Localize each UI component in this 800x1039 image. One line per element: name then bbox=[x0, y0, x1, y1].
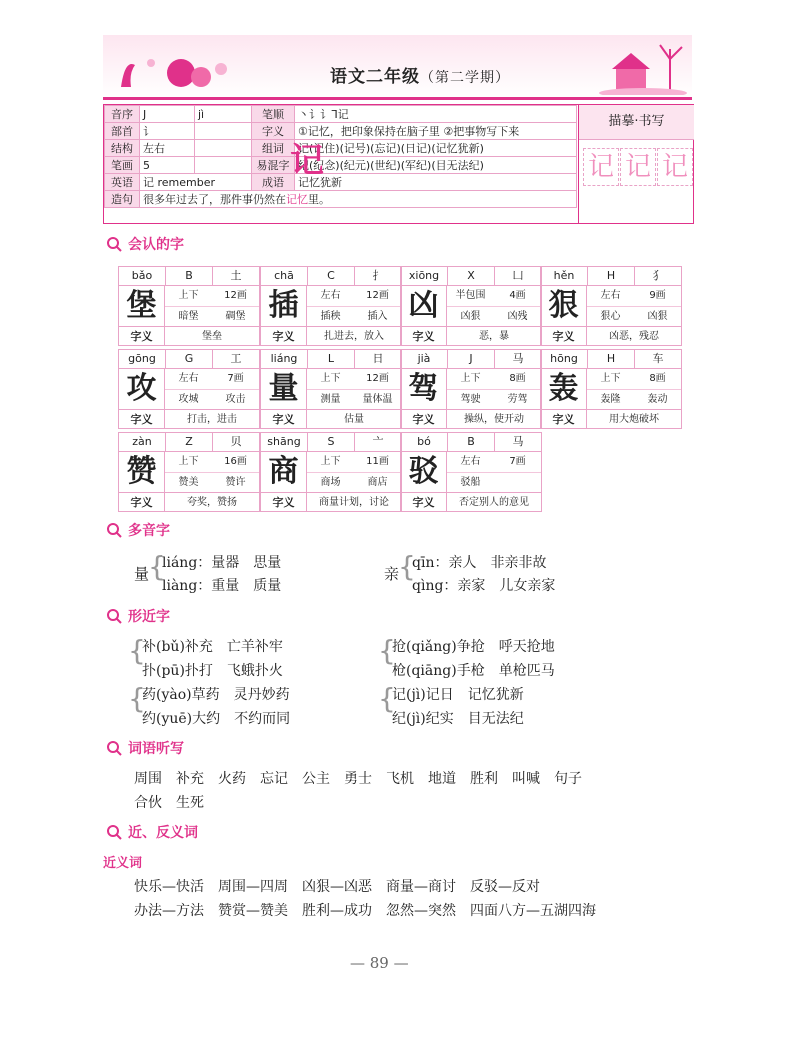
card-word2: 商店 bbox=[367, 477, 388, 488]
sentence: 很多年过去了，那件事仍然在记忆里。 bbox=[140, 191, 577, 208]
card-strokes: 7画 bbox=[227, 373, 244, 384]
card-strokes: 8画 bbox=[649, 373, 666, 384]
card-pinyin: shāng bbox=[261, 433, 308, 451]
decorative-house-icon bbox=[598, 39, 688, 95]
magnifier-icon bbox=[106, 608, 122, 624]
card-letter: S bbox=[308, 433, 355, 451]
similar-line: 记(jì)记日 记忆犹新 bbox=[392, 687, 524, 703]
similar-line: 扑(pū)扑打 飞蛾扑火 bbox=[142, 663, 283, 679]
character-table bbox=[104, 105, 577, 208]
card-strokes: 12画 bbox=[224, 290, 247, 301]
trace-char: 记 bbox=[583, 148, 619, 186]
label-pinyin: 音序 bbox=[105, 106, 140, 123]
card-strokes: 9画 bbox=[649, 290, 666, 301]
card-letter: H bbox=[588, 267, 635, 285]
label-english: 英语 bbox=[105, 174, 140, 191]
card-word2 bbox=[494, 473, 541, 493]
card-char: 驾 bbox=[401, 369, 447, 409]
card-structure: 半包围 bbox=[455, 290, 486, 301]
label-confuse: 易混字 bbox=[252, 157, 295, 174]
card-meaning: 操纵，使开动 bbox=[464, 414, 524, 425]
label-words: 组词 bbox=[252, 140, 295, 157]
card-meaning-label: 字义 bbox=[261, 410, 307, 429]
card-structure: 左右 bbox=[320, 290, 341, 301]
card-structure: 上下 bbox=[600, 373, 621, 384]
card-meaning-label: 字义 bbox=[401, 327, 447, 346]
card-radical: 马 bbox=[512, 435, 524, 448]
big-character: 记 bbox=[290, 141, 324, 181]
card-radical: 扌 bbox=[372, 269, 384, 282]
card-word1: 商场 bbox=[320, 477, 341, 488]
card-letter: C bbox=[308, 267, 355, 285]
card-word2: 攻击 bbox=[225, 394, 246, 405]
page-title: 语文二年级（第二学期） bbox=[330, 67, 510, 87]
card-meaning: 否定别人的意见 bbox=[459, 497, 529, 508]
card-structure: 上下 bbox=[320, 373, 341, 384]
card-char: 狠 bbox=[541, 286, 587, 326]
card-letter: H bbox=[588, 350, 635, 368]
card-meaning-label: 字义 bbox=[119, 410, 165, 429]
card-strokes: 4画 bbox=[509, 290, 526, 301]
polyphone-line: qīn：亲人 非亲非故 bbox=[412, 555, 547, 571]
card-radical: 贝 bbox=[230, 435, 242, 448]
synonym-heading: 近义词 bbox=[103, 856, 143, 871]
card-letter: J bbox=[448, 350, 495, 368]
card-word2: 赞许 bbox=[225, 477, 246, 488]
card-meaning-label: 字义 bbox=[119, 327, 165, 346]
magnifier-icon bbox=[106, 522, 122, 538]
label-strokes: 笔画 bbox=[105, 157, 140, 174]
section-synonym-antonym: 近、反义词 bbox=[106, 822, 198, 842]
card-letter: Z bbox=[166, 433, 213, 451]
similar-line: 枪(qiāng)手枪 单枪匹马 bbox=[392, 663, 555, 679]
card-meaning-label: 字义 bbox=[541, 410, 587, 429]
card-meaning: 估量 bbox=[344, 414, 364, 425]
card-strokes: 7画 bbox=[509, 456, 526, 467]
card-pinyin: jià bbox=[401, 350, 448, 368]
brace-icon: { bbox=[148, 550, 166, 583]
pinyin: jì bbox=[195, 106, 252, 123]
char-cell bbox=[195, 157, 252, 174]
card-letter: L bbox=[308, 350, 355, 368]
label-idiom: 成语 bbox=[252, 174, 295, 191]
english: 记 remember bbox=[140, 174, 252, 191]
card-word1: 暗堡 bbox=[178, 311, 199, 322]
card-letter: B bbox=[166, 267, 213, 285]
similar-line: 纪(jì)纪实 目无法纪 bbox=[392, 711, 524, 727]
stroke-order: 丶讠讠ᒣ记 bbox=[295, 106, 577, 123]
card-word1: 插秧 bbox=[320, 311, 341, 322]
card-char: 攻 bbox=[119, 369, 165, 409]
words: 记(记住)(记号)(忘记)(日记)(记忆犹新) bbox=[295, 140, 577, 157]
card-meaning: 商量计划，讨论 bbox=[319, 497, 389, 508]
card-word2: 凶狠 bbox=[647, 311, 668, 322]
polyphone-line: qìng：亲家 儿女亲家 bbox=[412, 578, 556, 594]
word-card-攻 bbox=[118, 349, 260, 429]
idiom: 记忆犹新 bbox=[295, 174, 577, 191]
magnifier-icon bbox=[106, 740, 122, 756]
section-similar: 形近字 bbox=[106, 606, 170, 626]
card-word1: 轰隆 bbox=[600, 394, 621, 405]
card-structure: 左右 bbox=[460, 456, 481, 467]
meaning: ①记忆，把印象保持在脑子里 ②把事物写下来 bbox=[295, 123, 577, 140]
section-recognize: 会认的字 bbox=[106, 234, 184, 254]
card-radical: 犭 bbox=[652, 269, 664, 282]
card-word1: 测量 bbox=[320, 394, 341, 405]
card-char: 商 bbox=[261, 452, 307, 492]
section-dictation: 词语听写 bbox=[106, 738, 184, 758]
card-word2: 量体温 bbox=[362, 394, 393, 405]
card-letter: B bbox=[448, 433, 495, 451]
trace-writing-box bbox=[578, 105, 694, 223]
card-radical: 日 bbox=[372, 352, 384, 365]
card-char: 驳 bbox=[401, 452, 447, 492]
word-card-插 bbox=[260, 266, 402, 346]
card-radical: 土 bbox=[230, 269, 242, 282]
card-meaning-label: 字义 bbox=[261, 327, 307, 346]
polyphone-char: 亲 bbox=[384, 565, 400, 583]
card-meaning: 打击，进击 bbox=[187, 414, 237, 425]
brace-icon: { bbox=[378, 682, 396, 715]
card-char: 插 bbox=[261, 286, 307, 326]
card-radical: 凵 bbox=[512, 269, 524, 282]
word-card-商 bbox=[260, 432, 402, 512]
label-stroke-order: 笔顺 bbox=[252, 106, 295, 123]
card-word2: 碉堡 bbox=[225, 311, 246, 322]
card-meaning: 扎进去，放入 bbox=[324, 331, 384, 342]
card-strokes: 12画 bbox=[366, 373, 389, 384]
card-meaning-label: 字义 bbox=[119, 493, 165, 512]
card-meaning-label: 字义 bbox=[401, 410, 447, 429]
card-meaning: 用大炮破坏 bbox=[609, 414, 659, 425]
label-radical: 部首 bbox=[105, 123, 140, 140]
radical: 讠 bbox=[140, 123, 195, 140]
character-card bbox=[103, 104, 694, 224]
card-char: 赞 bbox=[119, 452, 165, 492]
card-char: 堡 bbox=[119, 286, 165, 326]
card-pinyin: chā bbox=[261, 267, 308, 285]
brace-icon: { bbox=[398, 550, 416, 583]
card-structure: 上下 bbox=[178, 456, 199, 467]
card-structure: 左右 bbox=[600, 290, 621, 301]
stroke-count: 5 bbox=[140, 157, 195, 174]
card-pinyin: gōng bbox=[119, 350, 166, 368]
card-structure: 左右 bbox=[178, 373, 199, 384]
card-pinyin: hěn bbox=[541, 267, 588, 285]
trace-char: 记 bbox=[657, 148, 693, 186]
card-word2: 轰动 bbox=[647, 394, 668, 405]
similar-line: 约(yuē)大约 不约而同 bbox=[142, 711, 291, 727]
magnifier-icon bbox=[106, 236, 122, 252]
word-card-量 bbox=[260, 349, 402, 429]
card-radical: 工 bbox=[230, 352, 242, 365]
card-radical: 马 bbox=[512, 352, 524, 365]
dictation-line: 周围 补充 火药 忘记 公主 勇士 飞机 地道 胜利 叫喊 句子 bbox=[134, 771, 582, 787]
card-meaning: 凶恶，残忍 bbox=[609, 331, 659, 342]
card-char: 凶 bbox=[401, 286, 447, 326]
card-word1: 攻城 bbox=[178, 394, 199, 405]
polyphone-line: liáng：量器 思量 bbox=[162, 555, 282, 571]
card-meaning: 堡垒 bbox=[202, 331, 222, 342]
card-radical: 车 bbox=[652, 352, 664, 365]
label-sentence: 造句 bbox=[105, 191, 140, 208]
label-structure: 结构 bbox=[105, 140, 140, 157]
card-pinyin: hōng bbox=[541, 350, 588, 368]
word-card-轰 bbox=[540, 349, 682, 429]
label-meaning: 字义 bbox=[252, 123, 295, 140]
card-word1: 驾驶 bbox=[460, 394, 481, 405]
brace-icon: { bbox=[378, 634, 396, 667]
card-word2: 凶残 bbox=[507, 311, 528, 322]
card-pinyin: bó bbox=[401, 433, 448, 451]
card-meaning: 恶，暴 bbox=[479, 331, 509, 342]
polyphone-line: liàng：重量 质量 bbox=[162, 578, 282, 594]
card-strokes: 12画 bbox=[366, 290, 389, 301]
card-radical: 亠 bbox=[372, 435, 384, 448]
magnifier-icon bbox=[106, 824, 122, 840]
card-meaning-label: 字义 bbox=[401, 493, 447, 512]
char-cell bbox=[195, 123, 252, 140]
word-card-驾 bbox=[400, 349, 542, 429]
card-structure: 上下 bbox=[320, 456, 341, 467]
card-strokes: 16画 bbox=[224, 456, 247, 467]
trace-title: 描摹·书写 bbox=[579, 105, 694, 140]
similar-line: 抢(qiǎng)争抢 呼天抢地 bbox=[392, 639, 555, 655]
similar-line: 补(bǔ)补充 亡羊补牢 bbox=[142, 639, 283, 655]
card-structure: 上下 bbox=[178, 290, 199, 301]
section-polyphone: 多音字 bbox=[106, 520, 170, 540]
page-number: — 89 — bbox=[350, 954, 409, 972]
card-word1: 驳船 bbox=[460, 477, 481, 488]
synonym-line: 办法—方法 赞赏—赞美 胜利—成功 忽然—突然 四面八方—五湖四海 bbox=[134, 903, 596, 919]
card-word1: 凶狠 bbox=[460, 311, 481, 322]
decorative-flowers-icon bbox=[111, 49, 231, 89]
word-card-狠 bbox=[540, 266, 682, 346]
card-letter: X bbox=[448, 267, 495, 285]
synonym-line: 快乐—快活 周围—四周 凶狠—凶恶 商量—商讨 反驳—反对 bbox=[134, 879, 540, 895]
card-word1: 狠心 bbox=[600, 311, 621, 322]
word-card-驳 bbox=[400, 432, 542, 512]
card-pinyin: bǎo bbox=[119, 267, 166, 285]
char-cell bbox=[195, 140, 252, 157]
similar-line: 药(yào)草药 灵丹妙药 bbox=[142, 687, 290, 703]
trace-char: 记 bbox=[620, 148, 656, 186]
card-char: 轰 bbox=[541, 369, 587, 409]
brace-icon: { bbox=[128, 634, 146, 667]
structure: 左右 bbox=[140, 140, 195, 157]
card-word2: 插入 bbox=[367, 311, 388, 322]
polyphone-char: 量 bbox=[134, 565, 150, 583]
card-strokes: 8画 bbox=[509, 373, 526, 384]
card-char: 量 bbox=[261, 369, 307, 409]
confuse: 纪(纪念)(纪元)(世纪)(军纪)(目无法纪) bbox=[295, 157, 577, 174]
card-word1: 赞美 bbox=[178, 477, 199, 488]
card-pinyin: zàn bbox=[119, 433, 166, 451]
dictation-line: 合伙 生死 bbox=[134, 795, 204, 811]
word-card-堡 bbox=[118, 266, 260, 346]
card-word2: 劳驾 bbox=[507, 394, 528, 405]
card-letter: G bbox=[166, 350, 213, 368]
word-card-赞 bbox=[118, 432, 260, 512]
card-meaning-label: 字义 bbox=[541, 327, 587, 346]
card-structure: 上下 bbox=[460, 373, 481, 384]
card-pinyin: liáng bbox=[261, 350, 308, 368]
word-card-凶 bbox=[400, 266, 542, 346]
card-meaning: 夸奖，赞扬 bbox=[187, 497, 237, 508]
card-strokes: 11画 bbox=[366, 456, 389, 467]
pinyin-letter: J bbox=[140, 106, 195, 123]
card-meaning-label: 字义 bbox=[261, 493, 307, 512]
card-pinyin: xiōng bbox=[401, 267, 448, 285]
brace-icon: { bbox=[128, 682, 146, 715]
